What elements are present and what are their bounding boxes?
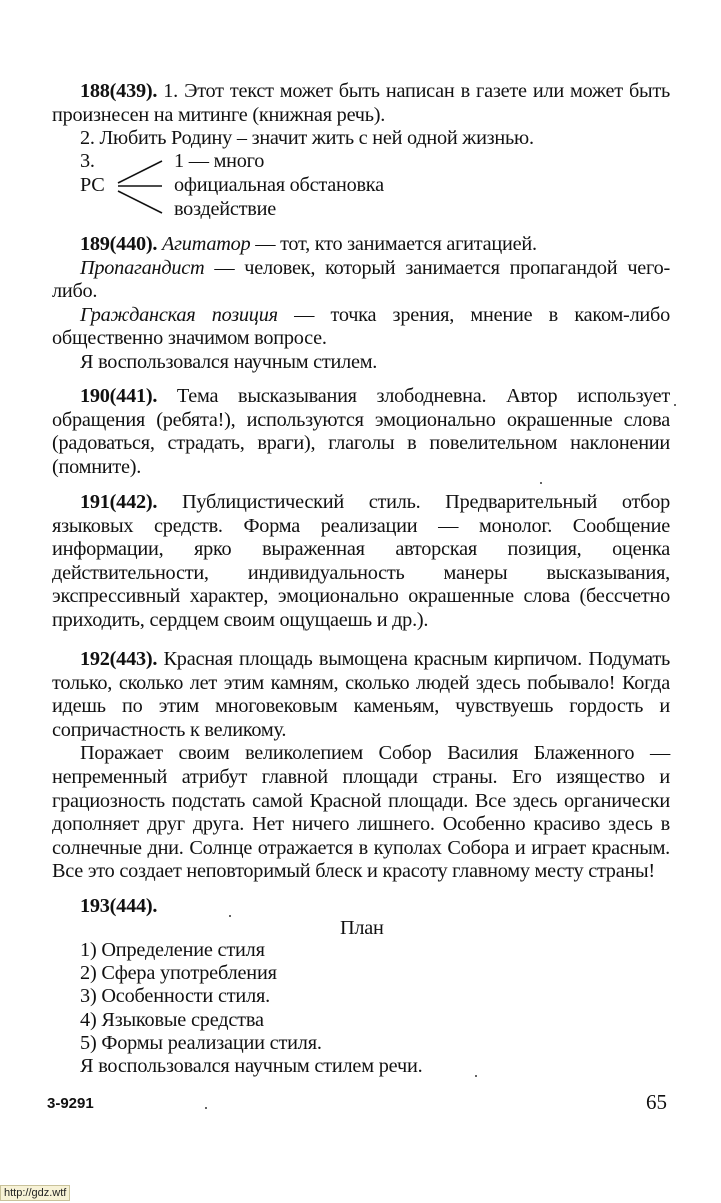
page-number: 65 [646,1090,667,1114]
plan-item: 5) Формы реализации стиля. [80,1031,322,1054]
exercise-189 [52,233,670,375]
exercise-192 [52,648,670,884]
scan-speck [475,1075,477,1077]
plan-conclusion: Я воспользовался научным стилем речи. [80,1055,423,1078]
exercise-text: Публицистический стиль. Предварительный отбор языковых средств. Форма реализации — монолог. Сообщение информации, ярко выраженная авторская позиция, оценка действительности, индивидуальность манеры высказывания, экспрессивный характер, эмоционально окрашенные слова (бессчетно приходить, сердцем своим ощущаешь и др.). [52,491,670,631]
scheme-number: 3. [80,150,95,172]
scan-speck [205,1107,207,1109]
term: Пропагандист [80,256,205,279]
definition: — точка зрения, мнение в каком-либо общественно значимом вопросе. [52,303,670,350]
exercise-number: 191(442). [80,491,158,513]
exercise-number: 189(440). [80,233,158,255]
scheme-branch-2: официальная обстановка [174,174,384,196]
exercise-number: 193(444). [80,895,158,917]
definition: — тот, кто занимается агитацией. [250,233,537,255]
exercise-text: Тема высказывания злободневна. Автор использует обращения (ребята!), используются эмоционально окрашенные слова (радоваться, страдать, враги), глаголы в повелительном наклонении (помните). [52,385,670,478]
exercise-number: 192(443). [80,648,158,670]
plan-item: 4) Языковые средства [80,1008,264,1031]
exercise-text: 1. Этот текст может быть написан в газете или может быть произнесен на митинге (книжная речь). [52,80,670,126]
watermark: http://gdz.wtf [0,1185,70,1201]
plan-title: План [340,917,384,939]
plan-item: 2) Сфера употребления [80,962,277,985]
term: Агитатор [162,233,251,255]
conclusion: Я воспользовался научным стилем. [80,350,378,373]
scheme-branch-3: воздействие [174,198,276,220]
exercise-191 [52,491,670,633]
branch-line [118,191,162,213]
print-code: 3-9291 [47,1095,94,1112]
plan-item: 1) Определение стиля [80,939,265,961]
plan-list [80,939,422,1078]
definition: — человек, который занимается пропагандой чего-либо. [52,256,670,303]
exercise-text: Красная площадь вымощена красным кирпичом. Подумать только, сколько лет этим камням, сколько людей здесь побывало! Когда идешь по этим многовековым каменьям, чувствуешь гордость и сопричастность к великому. [52,648,670,741]
scheme-branch-1: 1 — много [174,150,265,172]
branch-line [118,161,162,183]
scan-speck [229,915,231,917]
exercise-190 [52,385,670,479]
exercise-number: 190(441). [80,385,158,407]
scan-speck [674,404,676,406]
exercise-188 [52,80,670,151]
exercise-text: 2. Любить Родину – значит жить с ней одной жизнью. [80,127,534,150]
exercise-number: 188(439). [80,80,158,102]
scheme-branch-lines [112,155,172,217]
exercise-text: Поражает своим великолепием Собор Василия Блаженного — непременный атрибут главной площади страны. Его изящество и грациозность подстать самой Красной площади. Все здесь органически дополняет друг друга. Нет ничего лишнего. Особенно красиво здесь в солнечные дни. Солнце отражается в куполах Собора и играет красным. Все это создает неповторимый блеск и красоту главному месту страны! [52,742,670,883]
scheme-root: РС [80,174,105,196]
term: Гражданская позиция [80,303,278,326]
plan-item: 3) Особенности стиля. [80,985,270,1008]
scan-speck [540,482,542,484]
